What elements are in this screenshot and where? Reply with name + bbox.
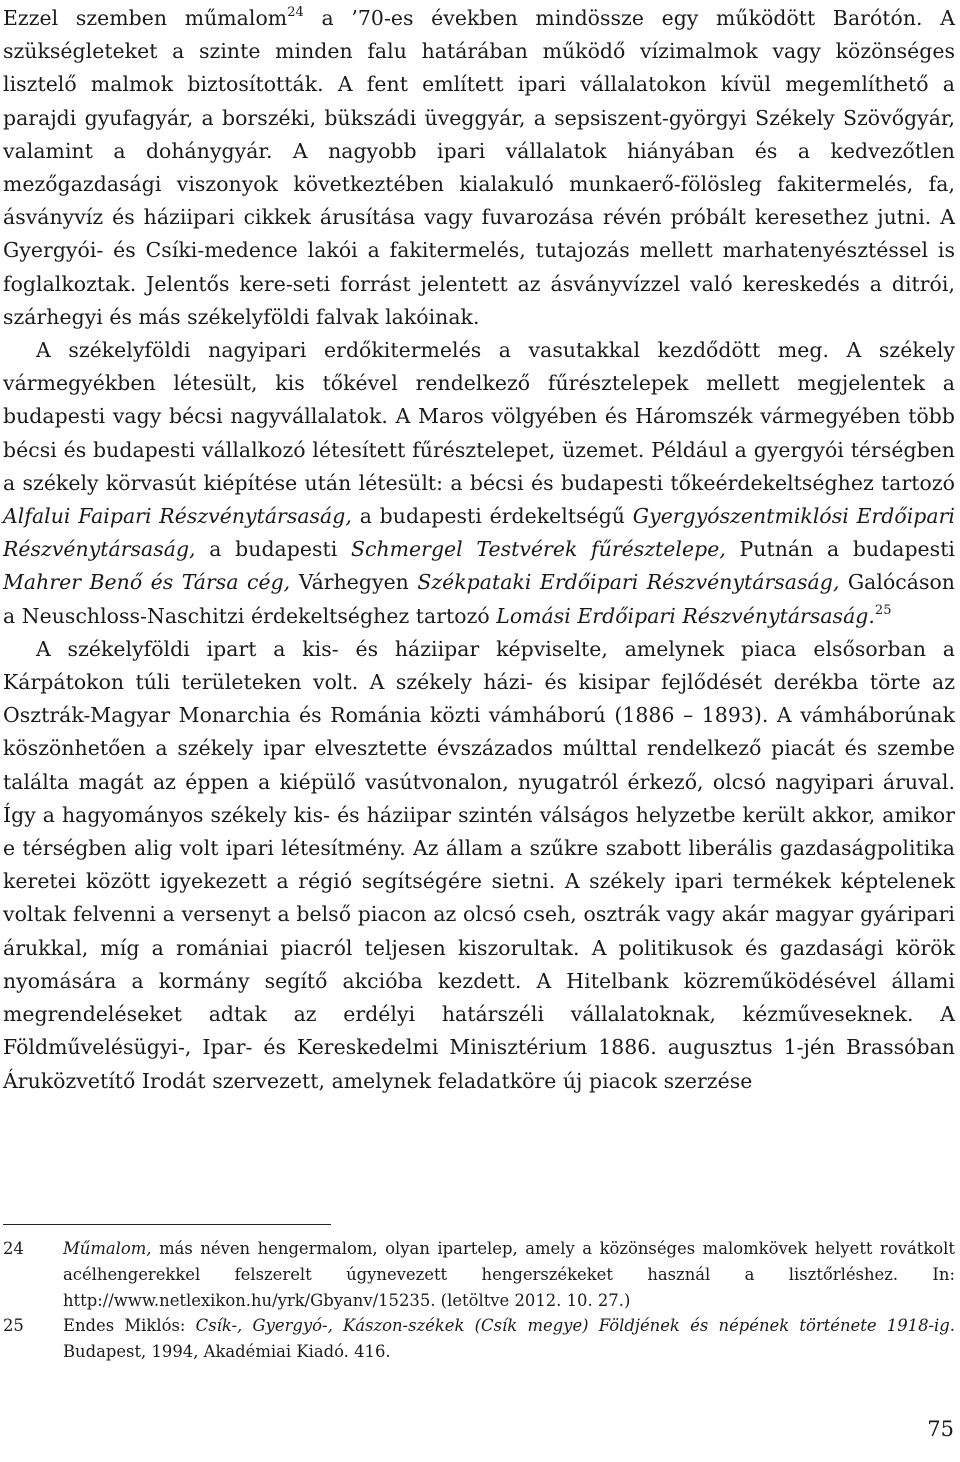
- paragraph: [3, 2, 955, 334]
- text-run: Endes Miklós:: [63, 1316, 196, 1336]
- footnote-text: [63, 1236, 955, 1313]
- text-run: Galócáson a Neuschloss-Naschitzi érdekeltséghez tartozó: [3, 570, 955, 628]
- italic-text: Mahrer Benő és Társa cég,: [3, 570, 291, 595]
- footnote-separator: [3, 1224, 331, 1225]
- footnote: [3, 1236, 955, 1313]
- text-run: Ezzel szemben műmalom: [3, 6, 288, 30]
- italic-text: Székpataki Erdőipari Részvénytársaság,: [417, 570, 840, 595]
- footnote-number: 25: [3, 1316, 24, 1336]
- body-text: [3, 2, 955, 1098]
- paragraph: [3, 334, 955, 633]
- footnote-reference: 25: [874, 602, 892, 618]
- footnote: [3, 1313, 955, 1365]
- text-run: más néven hengermalom, olyan ipartelep, amely a közönséges malomkövek helyett rovátkolt acélhengerekkel felszerelt úgynevezett hengerszékeket használ a lisztőrléshez. In: http://www.netlexikon.hu/yrk/Gbyanv/15235. (letöltve 2012. 10. 27.): [63, 1239, 955, 1310]
- footnotes: [3, 1236, 955, 1365]
- text-run: a ’70-es években mindössze egy működött Barótón. A szükségleteket a szinte minden falu határában működő vízimalmok vagy közönséges lisztelő malmok biztosították. A fent említett ipari vállalatokon kívül megemlíthető a parajdi gyufagyár, a borszéki, bükszádi üveggyár, a sepsiszent-györgyi Székely Szövőgyár, valamint a dohánygyár. A nagyobb ipari vállalatok hiányában és a kedvezőtlen mezőgazdasági viszonyok következtében kialakuló munkaerő-fölösleg fakitermelés, fa, ásványvíz és háziipari cikkek árusítása vagy fuvarozása révén próbált keresethez jutni. A Gyergyói- és Csíki-medence lakói a fakitermelés, tutajozás mellett marhatenyésztéssel is foglalkoztak. Jelentős kere-seti forrást jelentett az ásványvízzel való kereskedés a ditrói, szárhegyi és más székelyföldi falvak lakóinak.: [3, 6, 955, 329]
- footnote-text: [63, 1313, 955, 1365]
- text-run: Várhegyen: [290, 570, 418, 595]
- italic-text: Schmergel Testvérek fűrésztelepe,: [350, 537, 726, 562]
- text-run: A székelyföldi ipart a kis- és háziipar képviselte, amelynek piaca elsősorban a Kárpátokon túli területeken volt. A székely házi- és kisipar fejlődését derékba törte az Osztrák-Magyar Monarchia és Románia közti vámháború (1886 – 1893). A vámháborúnak köszönhetően a székely ipar elvesztette évszázados múlttal rendelkező piacát és szembe találta magát az éppen a kiépülő vasútvonalon, nyugatról érkező, olcsó nagyipari áruval. Így a hagyományos székely kis- és háziipar szintén válságos helyzetbe került akkor, amikor e térségben alig volt ipari létesítmény. Az állam a szűkre szabott liberális gazdaságpolitika keretei között igyekezett a régió segítségére sietni. A székely ipari termékek képtelenek voltak felvenni a versenyt a belső piacon az olcsó cseh, osztrák vagy akár magyar gyáripari árukkal, míg a romániai piacról teljesen kiszorultak. A politikusok és gazdasági körök nyomására a kormány segítő akcióba kezdett. A Hitelbank közreműködésével állami megrendeléseket adtak az erdélyi határszéli vállalatoknak, kézműveseknek. A Földművelésügyi-, Ipar- és Kereskedelmi Minisztérium 1886. augusztus 1-jén Brassóban Áruközvetítő Irodát szervezett, amelynek feladatköre új piacok szerzése: [3, 636, 955, 1093]
- text-run: Putnán a budapesti: [725, 537, 956, 562]
- text-run: a budapesti érdekeltségű: [351, 504, 633, 529]
- page-number: 75: [927, 1417, 954, 1441]
- italic-text: Csík-, Gyergyó-, Kászon-székek (Csík megye) Földjének és népének története 1918-ig.: [195, 1316, 956, 1336]
- italic-text: Alfalui Faipari Részvénytársaság,: [3, 504, 352, 529]
- italic-text: Gyergyószentmiklósi Erdőipari Részvénytársaság,: [3, 504, 955, 562]
- paragraph: [3, 633, 955, 1098]
- text-run: a budapesti: [195, 537, 351, 562]
- italic-text: Műmalom,: [63, 1239, 152, 1258]
- footnote-reference: 24: [287, 5, 304, 20]
- text-run: A székelyföldi nagyipari erdőkitermelés a vasutakkal kezdődött meg. A székely vármegyékben létesült, kis tőkével rendelkező fűrésztelepek mellett megjelentek a budapesti vagy bécsi nagyvállalatok. A Maros völgyében és Háromszék vármegyében több bécsi és budapesti vállalkozó létesített fűrésztelepet, üzemet. Például a gyergyói térségben a székely körvasút kiépítése után létesült: a bécsi és budapesti tőkeérdekeltséghez tartozó: [3, 338, 955, 495]
- footnote-number: 24: [3, 1239, 24, 1258]
- text-run: Budapest, 1994, Akadémiai Kiadó. 416.: [63, 1342, 391, 1362]
- italic-text: Lomási Erdőipari Részvénytársaság.: [496, 603, 875, 628]
